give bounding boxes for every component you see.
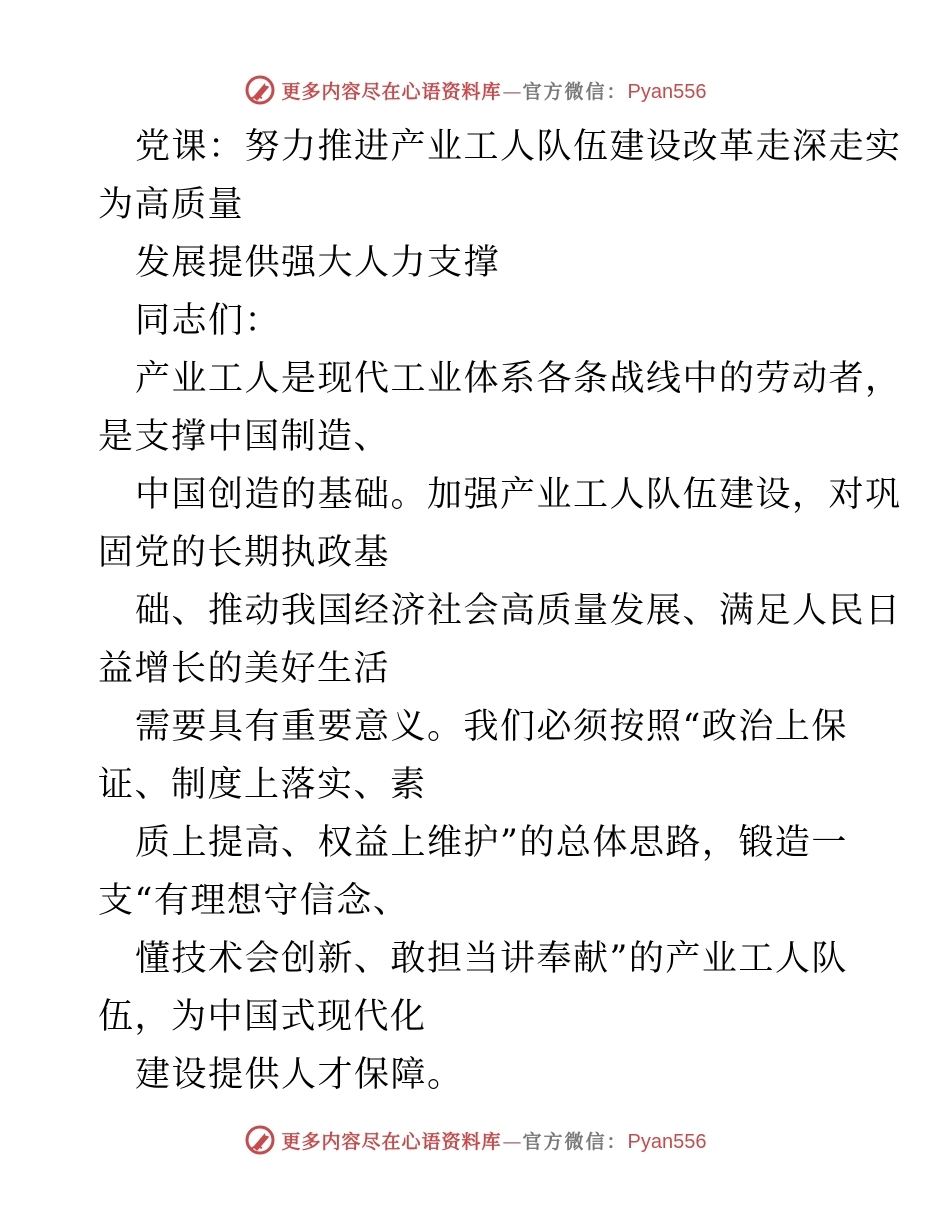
header-site-text: 更多内容尽在心语资料库	[281, 80, 502, 103]
paragraph-line: 需要具有重要意义。我们必须按照“政治上保	[135, 707, 848, 747]
paragraph-line: 益增长的美好生活	[98, 649, 391, 689]
paragraph-line: 产业工人是现代工业体系各条战线中的劳动者，	[135, 359, 902, 399]
subtitle-line: 发展提供强大人力支撑	[135, 243, 501, 283]
footer-dash: —	[502, 1130, 522, 1153]
footer-official-label: 官方微信：	[522, 1130, 628, 1153]
paragraph-line: 础、推动我国经济社会高质量发展、满足人民日	[135, 591, 902, 631]
footer-banner-text	[282, 1127, 707, 1154]
header-official-label: 官方微信：	[522, 80, 628, 103]
paragraph-line: 中国创造的基础。加强产业工人队伍建设，对巩	[135, 475, 902, 515]
paragraph-line: 伍，为中国式现代化	[98, 997, 427, 1037]
footer-site-text: 更多内容尽在心语资料库	[281, 1130, 502, 1153]
pen-logo-icon	[244, 1124, 276, 1156]
paragraph-line: 懂技术会创新、敢担当讲奉献”的产业工人队	[135, 939, 848, 979]
paragraph-line: 质上提高、权益上维护”的总体思路，锻造一	[135, 823, 848, 863]
salutation: 同志们：	[135, 301, 282, 341]
paragraph-line: 支“有理想守信念、	[98, 881, 410, 921]
paragraph-line: 建设提供人才保障。	[135, 1055, 464, 1095]
title-line-2: 为高质量	[98, 185, 245, 225]
header-banner-text	[282, 77, 707, 104]
paragraph-line: 固党的长期执政基	[98, 533, 391, 573]
header-wechat-id: Pyan556	[627, 80, 707, 103]
paragraph-line: 是支撑中国制造、	[98, 417, 391, 457]
header-banner	[0, 70, 950, 110]
title-line-1: 党课：努力推进产业工人队伍建设改革走深走实	[135, 127, 902, 167]
footer-banner	[0, 1120, 950, 1160]
document-body	[98, 118, 902, 1104]
footer-wechat-id: Pyan556	[627, 1130, 707, 1153]
paragraph-line: 证、制度上落实、素	[98, 765, 427, 805]
header-dash: —	[502, 80, 522, 103]
pen-logo-icon	[244, 74, 276, 106]
